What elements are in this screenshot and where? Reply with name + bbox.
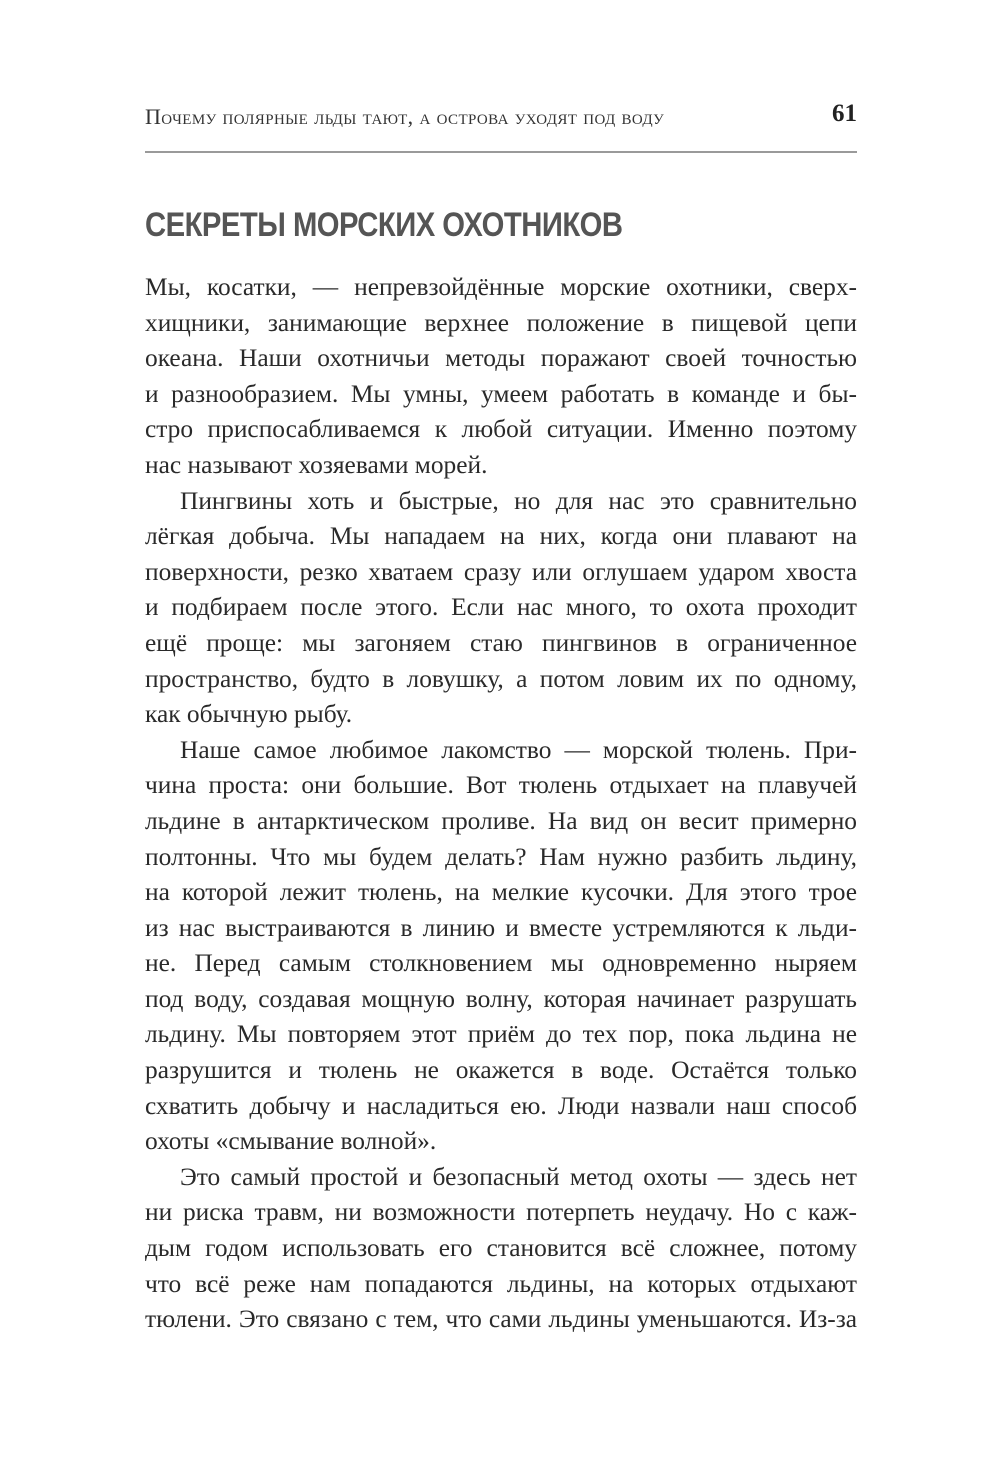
text-line: океана. Наши охотничьи методы поражают своей точностью (145, 344, 857, 373)
paragraph (145, 484, 857, 733)
text-line: на которой лежит тюлень, на мелкие кусочки. Для этого трое (145, 878, 857, 907)
text-line: пространство, будто в ловушку, а потом ловим их по одному, (145, 664, 857, 693)
page-number: 61 (832, 100, 857, 127)
text-line: нас называют хозяевами морей. (145, 450, 488, 479)
text-line: Мы, косатки, — непревзойдённые морские охотники, сверх- (145, 273, 857, 301)
text-line: охоты «смывание волной». (145, 1127, 437, 1156)
text-line: не. Перед самым столкновением мы одновременно ныряем (145, 949, 857, 978)
text-line: из нас выстраиваются в линию и вместе устремляются к льди- (145, 913, 857, 942)
text-line: разрушится и тюлень не окажется в воде. Остаётся только (145, 1056, 857, 1085)
text-line: Пингвины хоть и быстрые, но для нас это сравнительно (180, 486, 857, 515)
text-line: поверхности, резко хватаем сразу или оглушаем ударом хвоста (145, 557, 857, 586)
text-line: тюлени. Это связано с тем, что сами льдины уменьшаются. Из-за (145, 1305, 857, 1334)
text-line: лёгкая добыча. Мы нападаем на них, когда они плавают на (145, 522, 857, 551)
text-line: льдине в антарктическом проливе. На вид он весит примерно (145, 806, 857, 835)
text-line: Это самый простой и безопасный метод охоты — здесь нет (180, 1162, 857, 1191)
body-text (145, 270, 857, 1338)
text-line: как обычную рыбу. (145, 700, 353, 729)
text-line: дым годом использовать его становится всё сложнее, потому (145, 1234, 857, 1263)
text-line: что всё реже нам попадаются льдины, на которых отдыхают (145, 1269, 857, 1298)
text-line: стро приспосабливаемся к любой ситуации. Именно поэтому (145, 415, 857, 444)
text-line: ни риска травм, ни возможности потерпеть неудачу. Но с каж- (145, 1198, 857, 1227)
section-title: СЕКРЕТЫ МОРСКИХ ОХОТНИКОВ (145, 206, 623, 244)
running-header (145, 100, 857, 136)
text-line: чина проста: они большие. Вот тюлень отдыхает на плавучей (145, 771, 857, 800)
header-divider (145, 151, 857, 153)
text-line: ещё проще: мы загоняем стаю пингвинов в ограниченное (145, 628, 857, 657)
paragraph (145, 1160, 857, 1338)
paragraph (145, 733, 857, 1160)
text-line: схватить добычу и насладиться ею. Люди назвали наш способ (145, 1091, 857, 1120)
text-line: и подбираем после этого. Если нас много, то охота проходит (145, 593, 857, 622)
text-line: льдину. Мы повторяем этот приём до тех пор, пока льдина не (145, 1020, 857, 1049)
text-line: хищники, занимающие верхнее положение в пищевой цепи (145, 308, 857, 337)
text-line: полтонны. Что мы будем делать? Нам нужно разбить льдину, (145, 842, 857, 871)
running-title: Почему полярные льды тают, а острова уходят под воду (145, 104, 665, 129)
paragraph (145, 270, 857, 484)
text-line: под воду, создавая мощную волну, которая начинает разрушать (145, 984, 857, 1013)
text-line: Наше самое любимое лакомство — морской тюлень. При- (180, 735, 857, 764)
text-line: и разнообразием. Мы умны, умеем работать в команде и бы- (145, 379, 857, 408)
